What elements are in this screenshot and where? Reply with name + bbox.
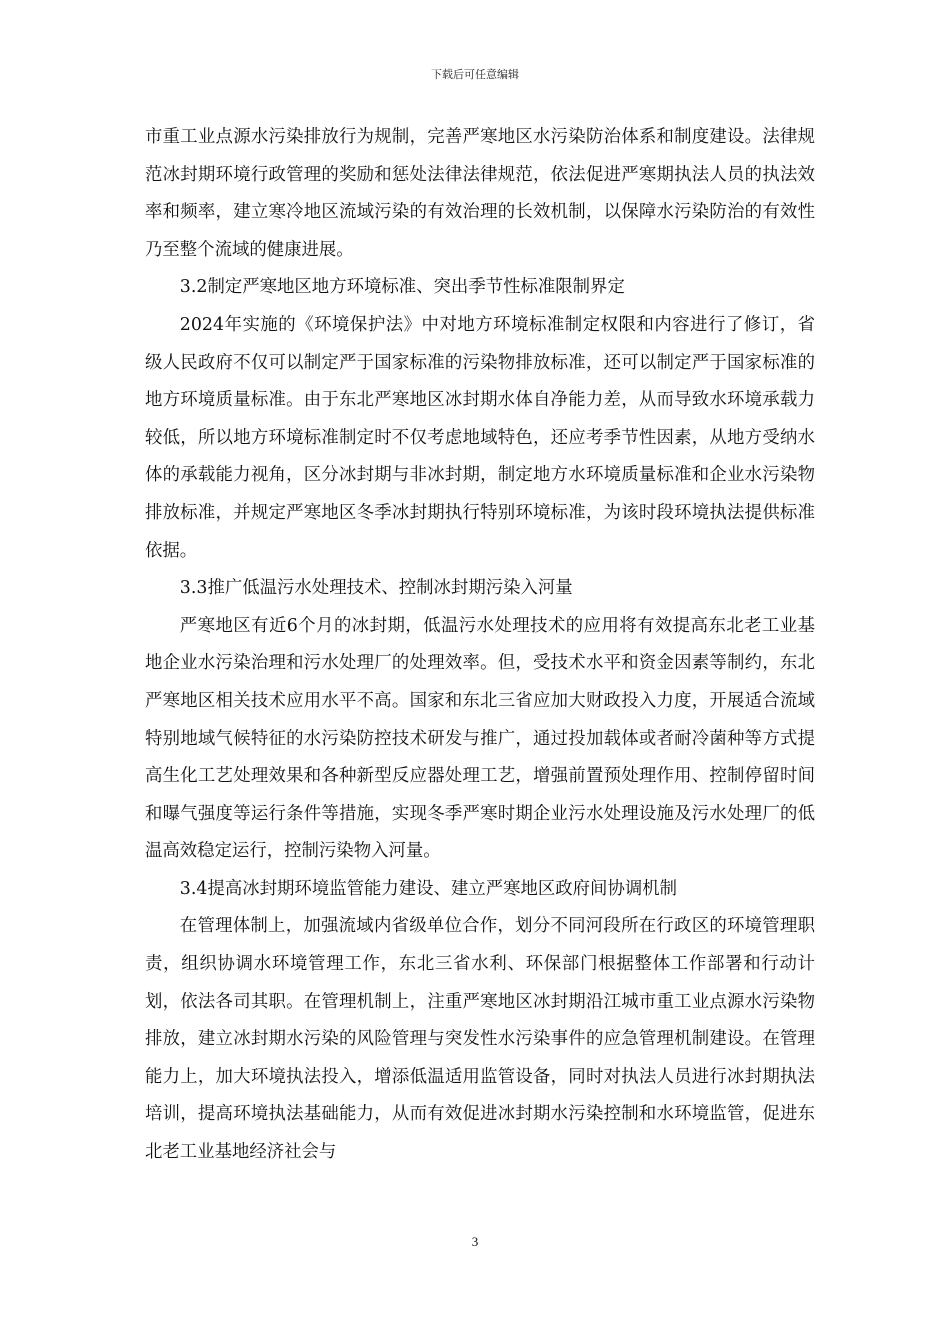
section-heading-3-4: 3.4提高冰封期环境监管能力建设、建立严寒地区政府间协调机制 — [179, 878, 678, 899]
paragraph-3-3: 严寒地区有近6个月的冰封期，低温污水处理技术的应用将有效提高东北老工业基地企业水污染治理和污水处理厂的处理效率。但，受技术水平和资金因素等制约，东北严寒地区相关技术应用水平不高。国家和东北三省应加大财政投入力度，开展适合流域特别地域气候特征的水污染防控技术研发与推广，通过投加载体或者耐冷菌种等方式提高生化工艺处理效果和各种新型反应器处理工艺，增强前置预处理作用、控制停留时间和曝气强度等运行条件等措施，实现冬季严寒时期企业污水处理设施及污水处理厂的低温高效稳定运行，控制污染物入河量。 — [145, 615, 815, 862]
section-heading-3-2: 3.2制定严寒地区地方环境标准、突出季节性标准限制界定 — [179, 277, 625, 298]
section-heading-3-3: 3.3推广低温污水处理技术、控制冰封期污染入河量 — [179, 578, 573, 599]
paragraph-3-4: 在管理体制上，加强流域内省级单位合作，划分不同河段所在行政区的环境管理职责，组织协调水环境管理工作，东北三省水利、环保部门根据整体工作部署和行动计划，依法各司其职。在管理机制上，注重严寒地区冰封期沿江城市重工业点源水污染物排放，建立冰封期水污染的风险管理与突发性水污染事件的应急管理机制建设。在管理能力上，加大环境执法投入，增添低温适用监管设备，同时对执法人员进行冰封期执法培训，提高环境执法基础能力，从而有效促进冰封期水污染控制和水环境监管，促进东北老工业基地经济社会与 — [145, 916, 815, 1163]
page-header: 下载后可任意编辑 — [431, 68, 519, 81]
document-body — [145, 119, 815, 1172]
paragraph-continued: 市重工业点源水污染排放行为规制，完善严寒地区水污染防治体系和制度建设。法律规范冰封期环境行政管理的奖励和惩处法律法律规范，依法促进严寒期执法人员的执法效率和频率，建立寒冷地区流域污染的有效治理的长效机制，以保障水污染防治的有效性乃至整个流域的健康进展。 — [145, 127, 815, 260]
paragraph-3-2: 2024年实施的《环境保护法》中对地方环境标准制定权限和内容进行了修订，省级人民政府不仅可以制定严于国家标准的污染物排放标准，还可以制定严于国家标准的地方环境质量标准。由于东北严寒地区冰封期水体自净能力差，从而导致水环境承载力较低，所以地方环境标准制定时不仅考虑地域特色，还应考季节性因素，从地方受纳水体的承载能力视角，区分冰封期与非冰封期，制定地方水环境质量标准和企业水污染物排放标准，并规定严寒地区冬季冰封期执行特别环境标准，为该时段环境执法提供标准依据。 — [145, 314, 815, 561]
page-number: 3 — [471, 1234, 479, 1249]
